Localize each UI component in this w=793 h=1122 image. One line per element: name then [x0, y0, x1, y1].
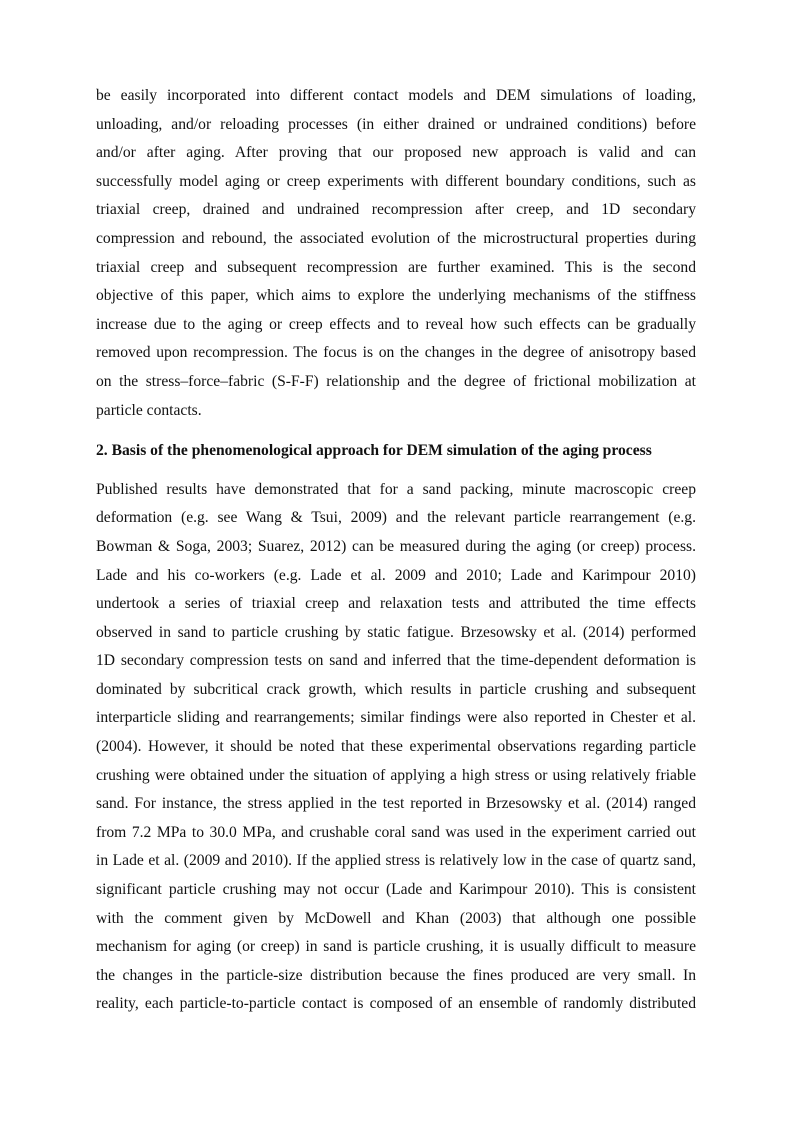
text-line: observed in sand to particle crushing by static fatigue. Brzesowsky et al. (2014) performed	[96, 623, 696, 641]
text-line: 1D secondary compression tests on sand and inferred that the time-dependent deformation is	[96, 652, 696, 670]
text-line: with the comment given by McDowell and Khan (2003) that although one possible	[96, 909, 696, 927]
text-line: crushing were obtained under the situation of applying a high stress or using relatively friable	[96, 766, 696, 784]
text-line: the changes in the particle-size distribution because the fines produced are very small. In	[96, 966, 696, 984]
text-line: compression and rebound, the associated evolution of the microstructural properties during	[96, 229, 696, 247]
document-page	[96, 82, 696, 1019]
text-line: triaxial creep and subsequent recompression are further examined. This is the second	[96, 258, 696, 276]
text-line: Lade and his co-workers (e.g. Lade et al. 2009 and 2010; Lade and Karimpour 2010)	[96, 566, 696, 584]
section-heading: 2. Basis of the phenomenological approach for DEM simulation of the aging process	[96, 442, 652, 460]
paragraph-2	[96, 476, 696, 1019]
text-line: mechanism for aging (or creep) in sand is particle crushing, it is usually difficult to measure	[96, 938, 696, 956]
text-line: increase due to the aging or creep effects and to reveal how such effects can be gradually	[96, 315, 696, 333]
text-line: particle contacts.	[96, 401, 202, 419]
text-line: Bowman & Soga, 2003; Suarez, 2012) can be measured during the aging (or creep) process.	[96, 537, 696, 555]
text-line: deformation (e.g. see Wang & Tsui, 2009) and the relevant particle rearrangement (e.g.	[96, 509, 696, 527]
text-line: objective of this paper, which aims to explore the underlying mechanisms of the stiffness	[96, 287, 696, 305]
text-line: (2004). However, it should be noted that these experimental observations regarding particle	[96, 738, 696, 756]
text-line: sand. For instance, the stress applied in the test reported in Brzesowsky et al. (2014) ranged	[96, 795, 696, 813]
text-line: in Lade et al. (2009 and 2010). If the applied stress is relatively low in the case of quartz sand,	[96, 852, 696, 870]
text-line: dominated by subcritical crack growth, which results in particle crushing and subsequent	[96, 680, 696, 698]
text-line: removed upon recompression. The focus is on the changes in the degree of anisotropy based	[96, 344, 696, 362]
text-line: unloading, and/or reloading processes (in either drained or undrained conditions) before	[96, 115, 696, 133]
paragraph-1	[96, 82, 696, 425]
text-line: reality, each particle-to-particle contact is composed of an ensemble of randomly distributed	[96, 995, 696, 1013]
text-line: be easily incorporated into different contact models and DEM simulations of loading,	[96, 87, 696, 104]
text-line: undertook a series of triaxial creep and relaxation tests and attributed the time effects	[96, 595, 696, 613]
text-line: on the stress–force–fabric (S-F-F) relationship and the degree of frictional mobilization at	[96, 372, 696, 390]
text-line: from 7.2 MPa to 30.0 MPa, and crushable coral sand was used in the experiment carried out	[96, 823, 696, 841]
text-line: successfully model aging or creep experiments with different boundary conditions, such as	[96, 172, 696, 190]
text-line: Published results have demonstrated that for a sand packing, minute macroscopic creep	[96, 480, 696, 498]
text-line: significant particle crushing may not occur (Lade and Karimpour 2010). This is consistent	[96, 881, 696, 899]
text-line: interparticle sliding and rearrangements; similar findings were also reported in Chester et al.	[96, 709, 696, 727]
text-line: triaxial creep, drained and undrained recompression after creep, and 1D secondary	[96, 201, 696, 219]
text-line: and/or after aging. After proving that our proposed new approach is valid and can	[96, 144, 696, 162]
